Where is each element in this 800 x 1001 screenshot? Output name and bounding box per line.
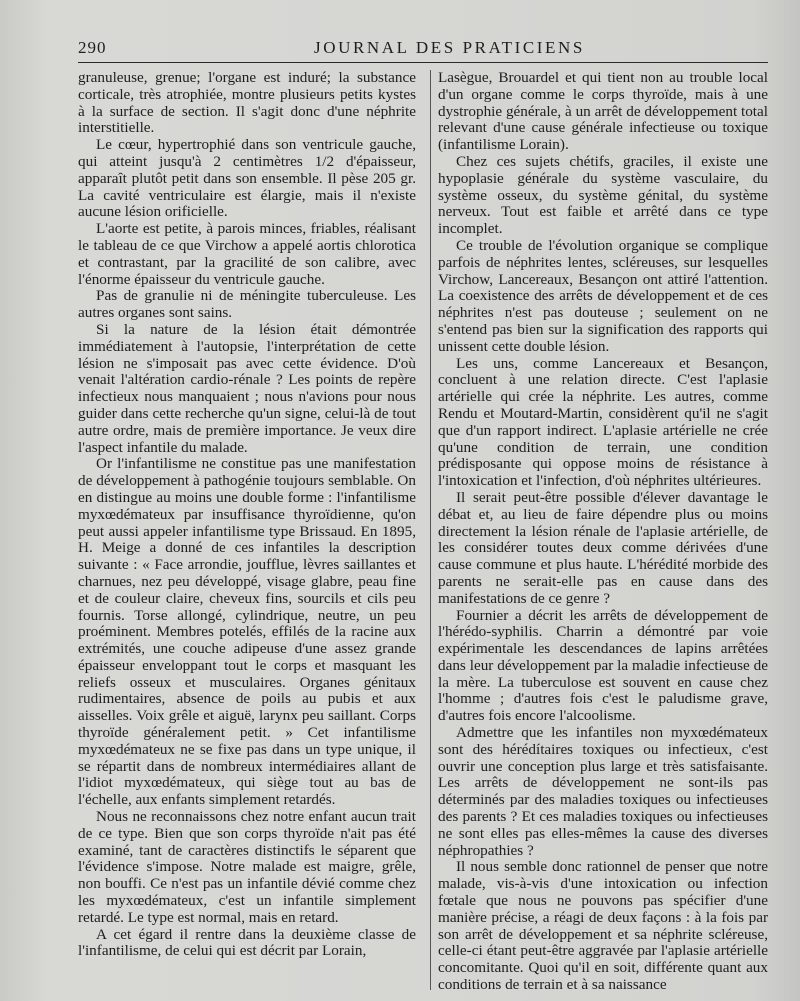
paragraph: Admettre que les infantiles non myxœdémateux sont des hérédítaires toxiques ou infectieux, c'est ouvrir une conception plus large et très satisfaisante. Les arrêts de développement ne sont-ils pas déterminés par des maladies toxiques ou infectieuses des parents ? Et ces maladies toxiques ou infectieuses ne sont elles pas elles-mêmes la cause des diverses néphropathies ?	[438, 724, 768, 859]
paragraph: Chez ces sujets chétifs, graciles, il existe une hypoplasie générale du système vasculaire, du système osseux, du système génital, du système nerveux. Tout est faible et arrêté dans ce type incomplet.	[438, 152, 768, 238]
paragraph: Le cœur, hypertrophié dans son ventricule gauche, qui atteint jusqu'à 2 centimètres 1/2 d'épaisseur, apparaît plutôt petit dans son ensemble. Il pèse 205 gr. La cavité ventriculaire est élargie, mais il n'existe aucune lésion orificielle.	[78, 136, 416, 221]
paragraph: granuleuse, grenue; l'organe est induré; la substance corticale, très atrophiée, montre plusieurs petits kystes à la surface de section. Il s'agit donc d'une néphrite interstitielle.	[78, 69, 416, 137]
paragraph: Nous ne reconnaissons chez notre enfant aucun trait de ce type. Bien que son corps thyroïde n'ait pas été examiné, tant de caractères distinctifs le séparent que l'évidence s'impose. Notre malade est maigre, grêle, non bouffi. Ce n'est pas un infantile dévié comme chez les myxœdémateux, c'est un infantile simplement retardé. Le type est normal, mais en retard.	[78, 808, 416, 926]
paragraph: Or l'infantilisme ne constitue pas une manifestation de développement à pathogénie toujours semblable. On en distingue au moins une double forme : l'infantilisme myxœdémateux par insuffisance thyroïdienne, qu'on peut aussi appeler infantilisme type Brissaud. En 1895, H. Meige a donné de ces infantiles la description suivante : « Face arrondie, joufflue, lèvres saillantes et charnues, nez peu développé, visage glabre, peau fine et de couleur claire, cheveux fins, sourcils et cils peu fournis. Torse allongé, cylindrique, neutre, un peu proéminent. Membres potelés, effilés de la racine aux extrémités, une couche adipeuse d'une assez grande épaisseur enveloppant tout le corps et masquant les reliefs osseux et musculaires. Organes génitaux rudimentaires, absence de poils au pubis et aux aisselles. Voix grêle et aiguë, larynx peu saillant. Corps thyroïde généralement petit. » Cet infantilisme myxœdémateux ne se fixe pas dans un type unique, il se répartit dans de nombreux intermédiaires allant de l'idiot myxœdémateux, qui siège tout au bas de l'échelle, aux enfants simplement retardés.	[78, 455, 416, 809]
header-rule	[78, 62, 768, 63]
paragraph: Lasègue, Brouardel et qui tient non au trouble local d'un organe comme le corps thyroïde, mais à une dystrophie générale, à un arrêt de développement total relevant d'une cause générale infectieuse ou toxique (infantilisme Lorain).	[438, 69, 768, 154]
paragraph: Ce trouble de l'évolution organique se complique parfois de néphrites lentes, scléreuses, sur lesquelles Virchow, Lancereaux, Besançon ont attiré l'attention. La coexistence des arrêts de développement et de ces néphrites n'est pas douteuse ; seulement on ne s'entend pas bien sur la signification des rapports qui unissent cette double lésion.	[438, 236, 768, 355]
paragraph: Les uns, comme Lancereaux et Besançon, concluent à une relation directe. C'est l'aplasie artérielle qui crée la néphrite. Les autres, comme Rendu et Moutard-Martin, considèrent qu'il ne s'agit que d'un rapport indirect. L'aplasie artérielle ne crée qu'une condition de terrain, une condition prédisposante qui oppose moins de résistance à l'intoxication et l'infection, d'où néphrites ultérieures.	[438, 354, 768, 490]
page-number: 290	[78, 38, 107, 57]
paragraph: Pas de granulie ni de méningite tuberculeuse. Les autres organes sont sains.	[78, 287, 416, 322]
paragraph: Fournier a décrit les arrêts de développement de l'hérédo-syphilis. Charrin a démontré par voie expérimentale les descendances de lapins arrêtées dans leur développement par la maladie infectieuse de la mère. La tuberculose est souvent en cause chez l'homme ; d'autres fois c'est le paludisme grave, d'autres fois encore l'alcoolisme.	[438, 606, 768, 725]
paragraph: Il nous semble donc rationnel de penser que notre malade, vis-à-vis d'une intoxication ou infection fœtale que nous ne pouvons pas spécifier d'une manière précise, a réagi de deux façons : à la fois par son arrêt de développement et sa néphrite scléreuse, celle-ci étant peut-être aggravée par l'aplasie artérielle concomitante. Quoi qu'il en soit, différente quant aux conditions de terrain et à sa naissance	[438, 858, 768, 994]
left-column	[78, 70, 416, 960]
column-divider	[430, 70, 431, 990]
paragraph: Si la nature de la lésion était démontrée immédiatement à l'autopsie, l'interprétation de cette lésion ne s'imposait pas avec cette évidence. D'où venait l'altération cardio-rénale ? Les points de repère infectieux nous manquaient ; nous n'avions pour nous guider dans cette recherche qu'un signe, celui-là de tout autre ordre, mais de première importance. Je veux dire l'aspect infantile du malade.	[78, 320, 416, 456]
paragraph: L'aorte est petite, à parois minces, friables, réalisant le tableau de ce que Virchow a appelé aortis chlorotica et contrastant, par la gracilité de son calibre, avec l'énorme épaisseur du ventricule gauche.	[78, 220, 416, 288]
right-column	[438, 70, 768, 994]
paragraph: Il serait peut-être possible d'élever davantage le débat et, au lieu de faire dépendre plus ou moins directement la lésion rénale de l'aplasie artérielle, de les considérer toutes deux comme dérivées d'une cause commune et plus haute. L'hérédité morbide des parents ne serait-elle pas en cause dans des manifestations de ce genre ?	[438, 488, 768, 607]
page-header	[78, 34, 768, 60]
paragraph: A cet égard il rentre dans la deuxième classe de l'infantilisme, de celui qui est décrit par Lorain,	[78, 925, 416, 960]
journal-title: JOURNAL DES PRATICIENS	[314, 38, 585, 57]
